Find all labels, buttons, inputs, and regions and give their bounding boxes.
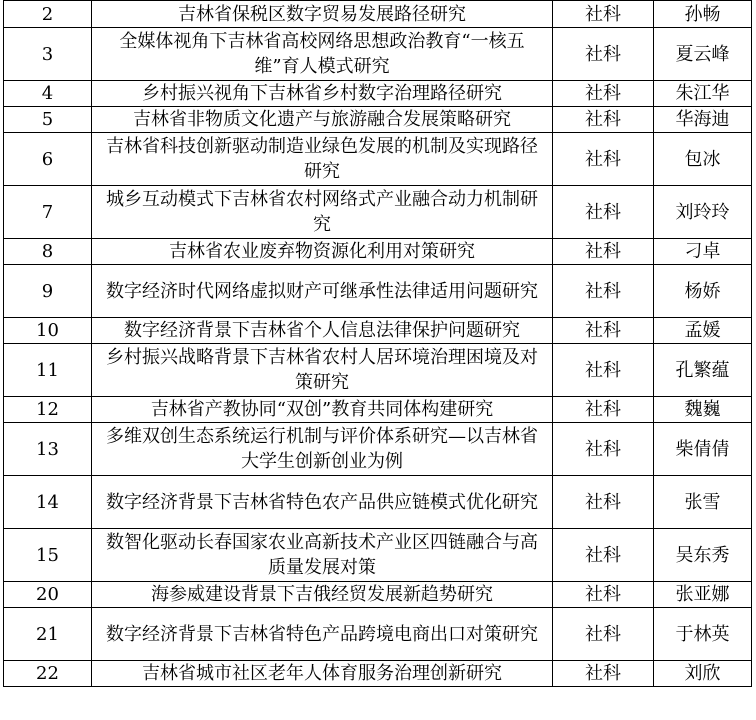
project-title-cell: 数字经济背景下吉林省个人信息法律保护问题研究 [92, 318, 553, 344]
row-number-cell: 20 [4, 582, 92, 608]
project-title-cell: 数字经济背景下吉林省特色产品跨境电商出口对策研究 [92, 608, 553, 661]
person-name-cell: 杨娇 [654, 265, 752, 318]
row-number-cell: 6 [4, 133, 92, 186]
category-cell: 社科 [553, 28, 654, 81]
table-row [4, 265, 752, 318]
row-number-cell: 15 [4, 529, 92, 582]
category-cell: 社科 [553, 1, 654, 28]
category-cell: 社科 [553, 265, 654, 318]
project-table [3, 0, 752, 687]
person-name-cell: 孟媛 [654, 318, 752, 344]
table-row [4, 582, 752, 608]
table-row [4, 318, 752, 344]
row-number-cell: 10 [4, 318, 92, 344]
project-title-cell: 海参威建设背景下吉俄经贸发展新趋势研究 [92, 582, 553, 608]
person-name-cell: 孔繁蕴 [654, 344, 752, 397]
table-row [4, 661, 752, 687]
project-title-cell: 多维双创生态系统运行机制与评价体系研究—以吉林省大学生创新创业为例 [92, 423, 553, 476]
category-cell: 社科 [553, 608, 654, 661]
person-name-cell: 刁卓 [654, 239, 752, 265]
category-cell: 社科 [553, 318, 654, 344]
category-cell: 社科 [553, 133, 654, 186]
person-name-cell: 张雪 [654, 476, 752, 529]
project-title-cell: 乡村振兴战略背景下吉林省农村人居环境治理困境及对策研究 [92, 344, 553, 397]
project-table-body [4, 1, 752, 687]
person-name-cell: 华海迪 [654, 107, 752, 133]
table-row [4, 133, 752, 186]
category-cell: 社科 [553, 239, 654, 265]
row-number-cell: 3 [4, 28, 92, 81]
person-name-cell: 魏巍 [654, 397, 752, 423]
row-number-cell: 7 [4, 186, 92, 239]
project-title-cell: 数智化驱动长春国家农业高新技术产业区四链融合与高质量发展对策 [92, 529, 553, 582]
table-row [4, 423, 752, 476]
row-number-cell: 12 [4, 397, 92, 423]
person-name-cell: 于林英 [654, 608, 752, 661]
project-title-cell: 数字经济时代网络虚拟财产可继承性法律适用问题研究 [92, 265, 553, 318]
row-number-cell: 22 [4, 661, 92, 687]
row-number-cell: 5 [4, 107, 92, 133]
person-name-cell: 包冰 [654, 133, 752, 186]
project-title-cell: 吉林省产教协同“双创”教育共同体构建研究 [92, 397, 553, 423]
project-title-cell: 吉林省城市社区老年人体育服务治理创新研究 [92, 661, 553, 687]
category-cell: 社科 [553, 582, 654, 608]
person-name-cell: 刘玲玲 [654, 186, 752, 239]
table-row [4, 608, 752, 661]
table-row [4, 186, 752, 239]
table-row [4, 107, 752, 133]
person-name-cell: 朱江华 [654, 81, 752, 107]
category-cell: 社科 [553, 81, 654, 107]
table-row [4, 529, 752, 582]
person-name-cell: 张亚娜 [654, 582, 752, 608]
project-title-cell: 吉林省农业废弃物资源化利用对策研究 [92, 239, 553, 265]
person-name-cell: 吴东秀 [654, 529, 752, 582]
project-title-cell: 吉林省保税区数字贸易发展路径研究 [92, 1, 553, 28]
row-number-cell: 8 [4, 239, 92, 265]
category-cell: 社科 [553, 476, 654, 529]
person-name-cell: 夏云峰 [654, 28, 752, 81]
table-row [4, 81, 752, 107]
row-number-cell: 4 [4, 81, 92, 107]
project-title-cell: 吉林省非物质文化遗产与旅游融合发展策略研究 [92, 107, 553, 133]
person-name-cell: 孙畅 [654, 1, 752, 28]
table-row [4, 239, 752, 265]
category-cell: 社科 [553, 423, 654, 476]
project-title-cell: 吉林省科技创新驱动制造业绿色发展的机制及实现路径研究 [92, 133, 553, 186]
category-cell: 社科 [553, 186, 654, 239]
row-number-cell: 9 [4, 265, 92, 318]
person-name-cell: 刘欣 [654, 661, 752, 687]
table-row [4, 476, 752, 529]
row-number-cell: 14 [4, 476, 92, 529]
table-row [4, 397, 752, 423]
project-table-container [3, 0, 751, 718]
project-title-cell: 全媒体视角下吉林省高校网络思想政治教育“一核五维”育人模式研究 [92, 28, 553, 81]
project-title-cell: 数字经济背景下吉林省特色农产品供应链模式优化研究 [92, 476, 553, 529]
project-title-cell: 城乡互动模式下吉林省农村网络式产业融合动力机制研究 [92, 186, 553, 239]
row-number-cell: 2 [4, 1, 92, 28]
row-number-cell: 11 [4, 344, 92, 397]
category-cell: 社科 [553, 397, 654, 423]
person-name-cell: 柴倩倩 [654, 423, 752, 476]
project-title-cell: 乡村振兴视角下吉林省乡村数字治理路径研究 [92, 81, 553, 107]
table-row [4, 28, 752, 81]
category-cell: 社科 [553, 529, 654, 582]
row-number-cell: 21 [4, 608, 92, 661]
category-cell: 社科 [553, 661, 654, 687]
category-cell: 社科 [553, 344, 654, 397]
table-row [4, 1, 752, 28]
category-cell: 社科 [553, 107, 654, 133]
table-row [4, 344, 752, 397]
row-number-cell: 13 [4, 423, 92, 476]
